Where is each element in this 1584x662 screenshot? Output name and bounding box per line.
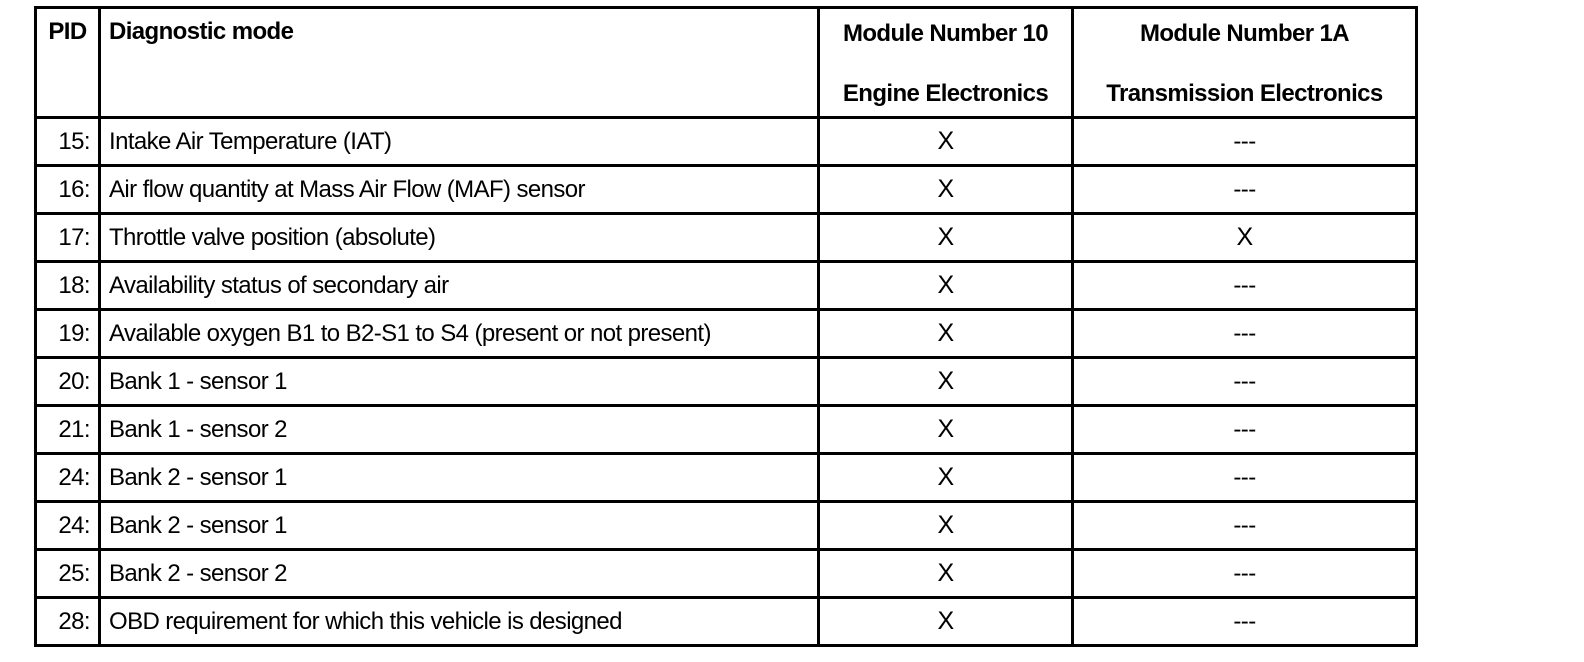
header-module-10 (819, 8, 1073, 118)
header-module-1a (1073, 8, 1417, 118)
module-10-cell: X (819, 598, 1073, 646)
header-module-1a-name: Transmission Electronics (1106, 80, 1383, 107)
diagnostic-mode-cell: Throttle valve position (absolute) (100, 214, 819, 262)
diagnostic-mode-cell: Bank 2 - sensor 1 (100, 502, 819, 550)
pid-cell: 24: (36, 502, 100, 550)
module-10-cell: X (819, 166, 1073, 214)
table-row (36, 166, 1417, 214)
module-10-cell: X (819, 262, 1073, 310)
pid-cell: 24: (36, 454, 100, 502)
pid-table (34, 6, 1418, 647)
module-10-cell: X (819, 454, 1073, 502)
diagnostic-mode-cell: Availability status of secondary air (100, 262, 819, 310)
header-pid: PID (36, 8, 100, 118)
table-row (36, 502, 1417, 550)
module-10-cell: X (819, 118, 1073, 166)
table-row (36, 454, 1417, 502)
pid-cell: 28: (36, 598, 100, 646)
table-row (36, 550, 1417, 598)
diagnostic-mode-cell: Intake Air Temperature (IAT) (100, 118, 819, 166)
pid-cell: 20: (36, 358, 100, 406)
pid-cell: 19: (36, 310, 100, 358)
header-module-10-number: Module Number 10 (842, 20, 1049, 47)
module-1a-cell: --- (1073, 358, 1417, 406)
table-row (36, 598, 1417, 646)
module-1a-cell: --- (1073, 118, 1417, 166)
table-row (36, 358, 1417, 406)
header-module-10-name: Engine Electronics (842, 80, 1049, 107)
module-1a-cell: --- (1073, 502, 1417, 550)
diagnostic-mode-cell: Bank 1 - sensor 1 (100, 358, 819, 406)
table-row (36, 118, 1417, 166)
module-10-cell: X (819, 502, 1073, 550)
module-1a-cell: --- (1073, 550, 1417, 598)
table-row (36, 214, 1417, 262)
module-10-cell: X (819, 406, 1073, 454)
module-1a-cell: --- (1073, 262, 1417, 310)
pid-cell: 17: (36, 214, 100, 262)
diagnostic-mode-cell: Bank 2 - sensor 1 (100, 454, 819, 502)
module-1a-cell: --- (1073, 310, 1417, 358)
header-module-1a-number: Module Number 1A (1139, 20, 1350, 47)
diagnostic-mode-cell: Bank 1 - sensor 2 (100, 406, 819, 454)
diagnostic-mode-cell: Air flow quantity at Mass Air Flow (MAF) sensor (100, 166, 819, 214)
module-10-cell: X (819, 214, 1073, 262)
table-row (36, 406, 1417, 454)
header-diagnostic-mode: Diagnostic mode (100, 8, 819, 118)
module-1a-cell: --- (1073, 454, 1417, 502)
table-row (36, 310, 1417, 358)
table-row (36, 262, 1417, 310)
pid-cell: 15: (36, 118, 100, 166)
module-10-cell: X (819, 310, 1073, 358)
diagnostic-mode-cell: OBD requirement for which this vehicle is designed (100, 598, 819, 646)
module-10-cell: X (819, 550, 1073, 598)
pid-cell: 25: (36, 550, 100, 598)
pid-cell: 18: (36, 262, 100, 310)
module-1a-cell: --- (1073, 166, 1417, 214)
module-1a-cell: X (1073, 214, 1417, 262)
module-1a-cell: --- (1073, 598, 1417, 646)
header-row (36, 8, 1417, 118)
diagnostic-mode-cell: Available oxygen B1 to B2-S1 to S4 (present or not present) (100, 310, 819, 358)
pid-cell: 16: (36, 166, 100, 214)
diagnostic-mode-cell: Bank 2 - sensor 2 (100, 550, 819, 598)
table-body (36, 118, 1417, 646)
module-1a-cell: --- (1073, 406, 1417, 454)
pid-cell: 21: (36, 406, 100, 454)
module-10-cell: X (819, 358, 1073, 406)
